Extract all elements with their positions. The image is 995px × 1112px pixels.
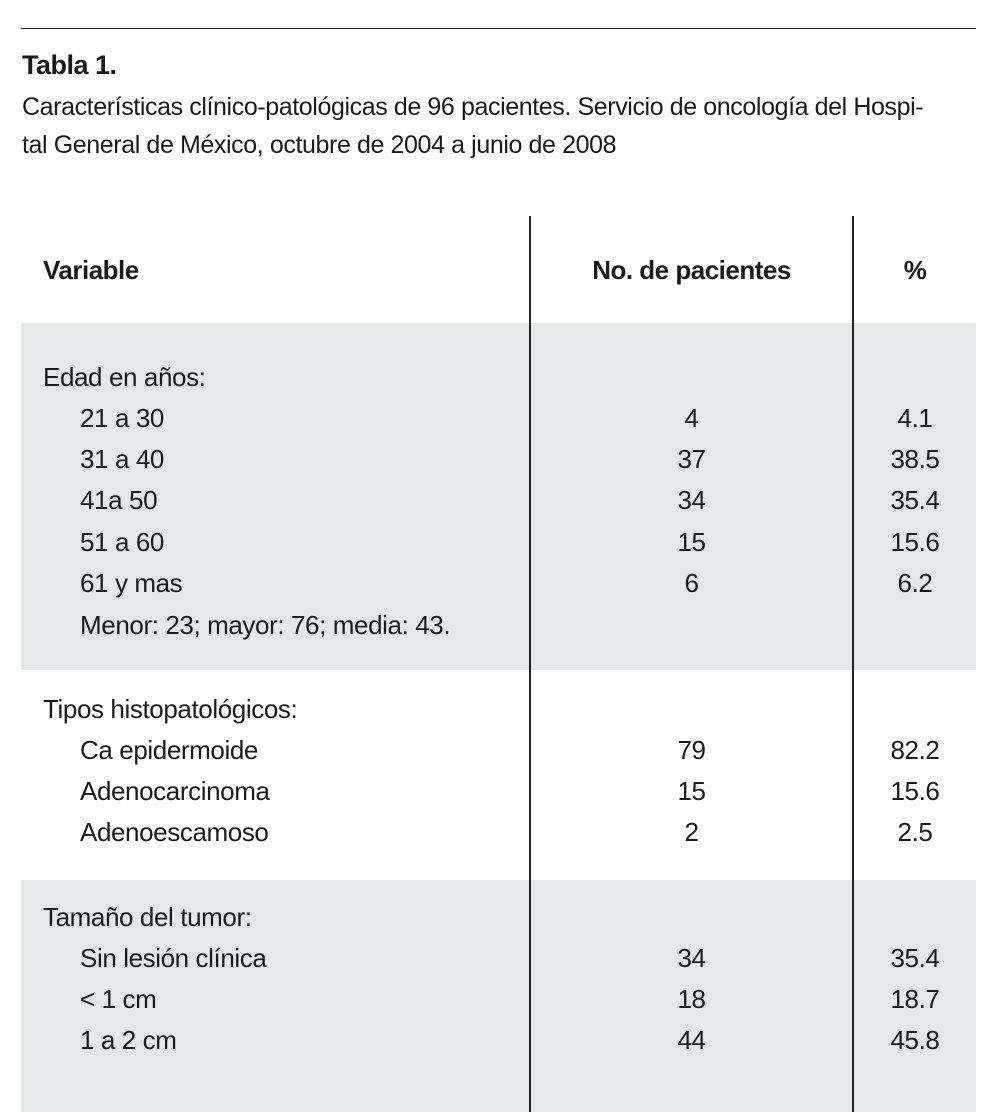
table-row <box>0 984 995 1025</box>
table-title: Tabla 1. <box>22 50 117 80</box>
row-percent: 18.7 <box>890 984 940 1014</box>
row-percent: 35.4 <box>890 943 940 973</box>
header-variable: Variable <box>43 255 139 285</box>
row-label: 61 y mas <box>80 568 183 598</box>
row-label: Tipos histopatológicos: <box>43 694 298 724</box>
row-label: Adenocarcinoma <box>80 776 270 806</box>
row-percent: 15.6 <box>890 527 940 557</box>
table-row <box>0 362 995 403</box>
row-count: 15 <box>677 776 706 806</box>
row-label: 51 a 60 <box>80 527 164 557</box>
table-row <box>0 902 995 943</box>
row-percent: 82.2 <box>890 735 940 765</box>
caption-line-1: Características clínico-patológicas de 96 pacientes. Servicio de oncología del Hospi- <box>22 93 924 121</box>
row-percent: 6.2 <box>897 568 933 598</box>
row-count: 34 <box>677 485 706 515</box>
table-row <box>0 776 995 817</box>
row-percent: 4.1 <box>897 403 933 433</box>
table-row <box>0 817 995 858</box>
row-percent: 35.4 <box>890 485 940 515</box>
caption-line-2: tal General de México, octubre de 2004 a junio de 2008 <box>22 131 617 159</box>
row-label: 31 a 40 <box>80 444 164 474</box>
row-label: 21 a 30 <box>80 403 164 433</box>
table-row <box>0 1025 995 1066</box>
row-label: 1 a 2 cm <box>80 1025 177 1055</box>
row-label: 41a 50 <box>80 485 158 515</box>
row-count: 34 <box>677 943 706 973</box>
header-percent: % <box>903 255 927 285</box>
row-count: 37 <box>677 444 706 474</box>
row-count: 18 <box>677 984 706 1014</box>
row-count: 2 <box>684 817 699 847</box>
row-percent: 38.5 <box>890 444 940 474</box>
top-rule <box>21 28 976 29</box>
table-row <box>0 527 995 568</box>
table-row <box>0 485 995 526</box>
table-row <box>0 694 995 735</box>
row-count: 15 <box>677 527 706 557</box>
row-count: 79 <box>677 735 706 765</box>
row-count: 44 <box>677 1025 706 1055</box>
table-row <box>0 568 995 609</box>
row-count: 4 <box>684 403 699 433</box>
row-label: Edad en años: <box>43 362 206 392</box>
table-row <box>0 610 995 651</box>
row-label: < 1 cm <box>80 984 157 1014</box>
table-row <box>0 943 995 984</box>
row-percent: 45.8 <box>890 1025 940 1055</box>
row-percent: 15.6 <box>890 776 940 806</box>
table-caption <box>22 88 977 164</box>
row-label: Sin lesión clínica <box>80 943 267 973</box>
row-label: Adenoescamoso <box>80 817 269 847</box>
table-row <box>0 735 995 776</box>
row-count: 6 <box>684 568 699 598</box>
table-row <box>0 444 995 485</box>
header-no-pacientes: No. de pacientes <box>592 255 791 285</box>
row-label: Tamaño del tumor: <box>43 902 252 932</box>
row-label: Menor: 23; mayor: 76; media: 43. <box>80 610 451 640</box>
table-row <box>0 403 995 444</box>
row-percent: 2.5 <box>897 817 933 847</box>
row-label: Ca epidermoide <box>80 735 258 765</box>
